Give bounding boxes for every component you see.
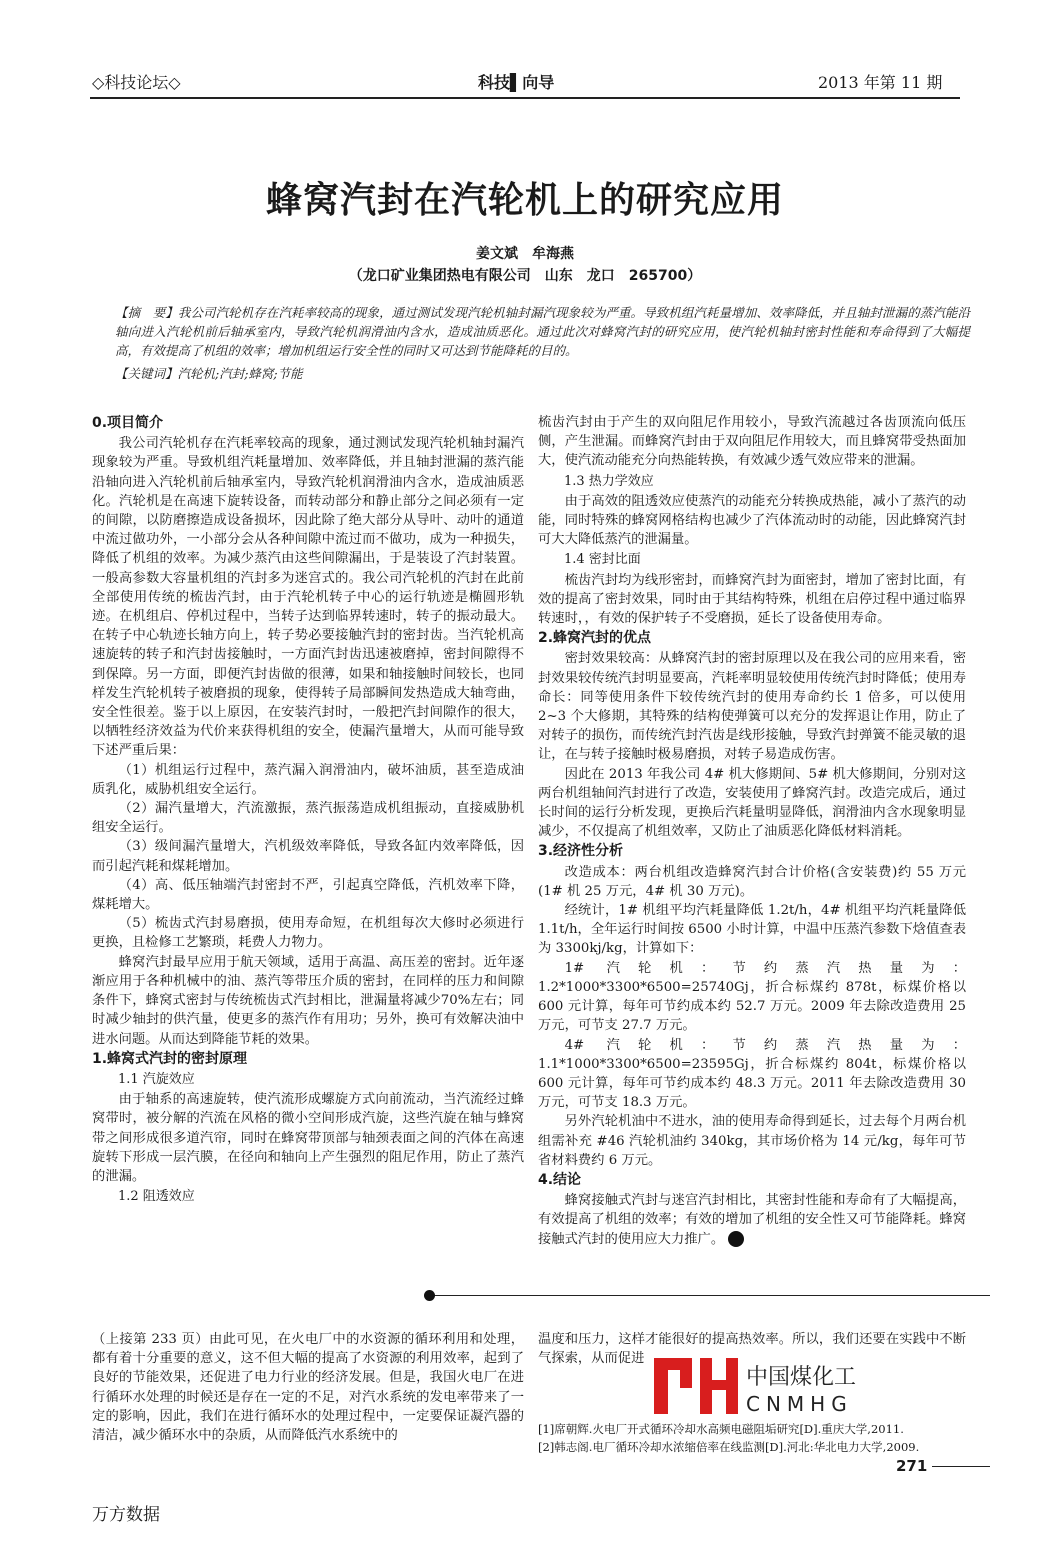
paragraph: 蜂窝汽封最早应用于航天领域，适用于高温、高压差的密封。近年逐渐应用于各种机械中的油、蒸汽等带压介质的密封，在同样的压力和间隙条件下，蜂窝式密封与传统梳齿式汽封相比，泄漏量将减少70%左右；同时减少轴封的供汽量，使更多的蒸汽作有用功；另外，换可有效解决油中进水问题。从而达到降能节耗的效果。 xyxy=(92,954,524,1047)
paragraph: 因此在 2013 年我公司 4# 机大修期间、5# 机大修期间，分别对这两台机组轴间汽封进行了改造，安装使用了蜂窝汽封。改造完成后，通过长时间的运行分析发现，更换后汽耗量明显降低，润滑油内含水现象明显减少，不仅提高了机组效率，又防止了油质恶化降低材料消耗。 xyxy=(538,766,966,840)
cnmhg-watermark xyxy=(650,1352,880,1422)
paragraph: 经统计，1# 机组平均汽耗量降低 1.2t/h，4# 机组平均汽耗量降低 1.1t/h，全年运行时间按 6500 小时计算，中温中压蒸汽参数下焓值查表为 3300kj/kg，计算如下： xyxy=(538,903,966,957)
paragraph: 由于高效的阻透效应使蒸汽的动能充分转换成热能，减小了蒸汽的动能，同时特殊的蜂窝网格结构也减少了汽体流动时的动能，因此蜂窝汽封可大大降低蒸汽的泄漏量。 xyxy=(538,493,966,548)
section-heading: 4.结论 xyxy=(538,1171,582,1188)
page-number: 271 xyxy=(896,1457,928,1475)
paragraph: 密封效果较高：从蜂窝汽封的密封原理以及在我公司的应用来看，密封效果较传统汽封明显要高，汽耗率明显较使用传统汽封时降低；使用寿命长：同等使用条件下较传统汽封的使用寿命约长 1 倍多，可以使用 2~3 个大修期，其特殊的结构使弹簧可以充分的发挥退让作用，防止了对转子的损伤，而传统汽封汽齿是线形接触，导致汽封弹簧不能灵敏的退让，在与转子接触时极易磨损，对转子易造成伤害。 xyxy=(538,651,966,763)
keywords: 【关键词】汽轮机;汽封;蜂窝;节能 xyxy=(115,366,303,381)
paragraph: 我公司汽轮机存在汽耗率较高的现象，通过测试发现汽轮机轴封漏汽现象较为严重。导致机组汽耗量增加、效率降低，并且轴封泄漏的蒸汽能沿轴向进入汽轮机前后轴承室内，导致汽轮机润滑油内含水，造成油质恶化。汽轮机是在高速下旋转设备，而转动部分和静止部分之间必须有一定的间隙，以防磨擦造成设备损坏，因此除了绝大部分从导叶、动叶的通道中流过做功外，一小部分会从各种间隙中流过而不做功，成为一种损失，降低了机组的效率。为减少蒸汽由这些间隙漏出，于是装设了汽封装置。一般高参数大容量机组的汽封多为迷宫式的。我公司汽轮机的汽封在此前全部使用传统的梳齿汽封，由于汽轮机转子中心的运行轨迹是椭圆形轨迹。在机组启、停机过程中，当转子达到临界转速时，转子的振动最大。在转子中心轨迹长轴方向上，转子势必要接触汽封的密封齿。当汽轮机高速旋转的转子和汽封齿接触时，一方面汽封齿迅速被磨掉，密封间隙得不到保障。另一方面，即便汽封齿做的很薄，如果和轴接触时间较长，也同样发生汽轮机转子被磨损的现象，使得转子局部瞬间发热造成大轴弯曲，安全性很差。鉴于以上原因，在安装汽封时，一般把汽封间隙作的很大，以牺牲经济效益为代价来获得机组的安全，使漏汽量增大，从而可能导致下述严重后果： xyxy=(92,436,524,759)
section-separator xyxy=(430,1295,990,1296)
section-heading: 1.蜂窝式汽封的密封原理 xyxy=(92,1050,248,1067)
left-column xyxy=(92,413,524,1207)
list-item: （1）机组运行过程中，蒸汽漏入润滑油内，破坏油质，甚至造成油质乳化，威胁机组安全运行。 xyxy=(92,762,524,797)
subsection-heading: 1.4 密封比面 xyxy=(564,552,641,568)
paragraph: 梳齿汽封均为线形密封，而蜂窝汽封为面密封，增加了密封比面，有效的提高了密封效果，同时由于其结构特殊，机组在启停过程中通过临界转速时，，有效的保护转子不受磨损，延长了设备使用寿命。 xyxy=(538,572,966,627)
section-heading: 2.蜂窝汽封的优点 xyxy=(538,630,652,647)
page-number-rule xyxy=(932,1466,990,1467)
paragraph: 另外汽轮机油中不进水，油的使用寿命得到延长，过去每个月两台机组需补充 #46 汽轮机油约 340kg，其市场价格为 14 元/kg，每年可节省材料费约 6 万元。 xyxy=(538,1114,966,1168)
watermark-en: CNMHG xyxy=(746,1392,853,1416)
section-heading: 0.项目简介 xyxy=(92,415,164,431)
issue-label: 2013 年第 11 期 xyxy=(818,73,943,92)
end-mark-icon xyxy=(728,1231,744,1247)
paragraph: 改造成本：两台机组改造蜂窝汽封合计价格(含安装费)约 55 万元(1# 机 25 万元，4# 机 30 万元)。 xyxy=(538,864,966,899)
reference: [2]韩志阁.电厂循环冷却水浓缩倍率在线监测[D].河北:华北电力大学,2009. xyxy=(538,1440,920,1455)
paragraph: 梳齿汽封由于产生的双向阻尼作用较小，导致汽流越过各齿顶流向低压侧，产生泄漏。而蜂窝汽封由于双向阻尼作用较大，而且蜂窝带受热面加大，使汽流动能充分向热能转换，有效减少透气效应带来的泄漏。 xyxy=(538,415,966,469)
paragraph: 4# 汽轮机：节约蒸汽热量为：1.1*1000*3300*6500=23595Gj，折合标煤约 804t，标煤价格以 600 元计算，每年可节约成本约 48.3 万元。2011 年去除改造费用 30 万元，可节支 18.3 万元。 xyxy=(538,1037,966,1111)
subsection-heading: 1.1 汽旋效应 xyxy=(118,1071,195,1087)
list-item: （2）漏汽量增大，汽流激振，蒸汽振荡造成机组振动，直接威胁机组安全运行。 xyxy=(92,801,524,836)
affiliation: （龙口矿业集团热电有限公司 山东 龙口 265700） xyxy=(348,268,702,284)
section-heading: 3.经济性分析 xyxy=(538,843,624,860)
paper-title: 蜂窝汽封在汽轮机上的研究应用 xyxy=(265,180,784,221)
separator-dot-icon xyxy=(424,1290,435,1301)
list-item: （3）级间漏汽量增大，汽机级效率降低，导致各缸内效率降低，因而引起汽耗和煤耗增加。 xyxy=(92,839,524,874)
watermark-cn: 中国煤化工 xyxy=(746,1365,857,1390)
paragraph: 由于轴系的高速旋转，使汽流形成螺旋方式向前流动，当汽流经过蜂窝带时，被分解的汽流在风格的微小空间形成汽旋，这些汽旋在轴与蜂窝带之间形成很多道汽帘，同时在蜂窝带顶部与轴颈表面之间的汽体在高速旋转下形成一层汽膜，在径向和轴向上产生强烈的阻尼作用，防止了蒸汽的泄漏。 xyxy=(92,1092,524,1184)
list-item: （4）高、低压轴端汽封密封不严，引起真空降低，汽机效率下降，煤耗增大。 xyxy=(92,877,524,913)
right-column xyxy=(538,413,966,1249)
watermark-logo-icon xyxy=(650,1352,740,1422)
subsection-heading: 1.2 阻透效应 xyxy=(118,1189,195,1205)
continued-article xyxy=(92,1330,524,1445)
paragraph xyxy=(538,1191,966,1249)
conclusion-text: 蜂窝接触式汽封与迷宫汽封相比，其密封性能和寿命有了大幅提高，有效提高了机组的效率；有效的增加了机组的安全性又可节能降耗。蜂窝接触式汽封的使用应大力推广。 xyxy=(538,1193,966,1247)
header-rule xyxy=(90,97,960,99)
journal-name: 科技▌向导 xyxy=(478,73,555,92)
journal-section: ◇科技论坛◇ xyxy=(92,73,181,92)
abstract: 【摘 要】我公司汽轮机存在汽耗率较高的现象，通过测试发现汽轮机轴封漏汽现象较为严重。导致机组汽耗量增加、效率降低，并且轴封泄漏的蒸汽能沿轴向进入汽轮机前后轴承室内，导致汽轮机润滑油内含水，造成油质恶化。通过此次对蜂窝汽封的研究应用，使汽轮机轴封密封性能和寿命得到了大幅提高，有效提高了机组的效率；增加机组运行安全性的同时又可达到节能降耗的目的。 xyxy=(115,305,970,358)
subsection-heading: 1.3 热力学效应 xyxy=(564,473,654,489)
list-item: （5）梳齿式汽封易磨损，使用寿命短，在机组每次大修时必须进行更换，且检修工艺繁琐，耗费人力物力。 xyxy=(92,916,524,951)
footer-source: 万方数据 xyxy=(92,1505,160,1525)
paragraph: 温度和压力，这样才能很好的提高热效率。所以，我们还要在实践中不断气探索，从而促进 xyxy=(538,1332,966,1367)
paragraph: （上接第 233 页）由此可见，在火电厂中的水资源的循环利用和处理，都有着十分重要的意义，这不但大幅的提高了水资源的利用效率，起到了良好的节能效果，还促进了电力行业的经济发展。但是，我国火电厂在进行循环水处理的时候还是存在一定的不足，对汽水系统的发电率带来了一定的影响，因此，我们在进行循环水的处理过程中，一定要保证凝汽器的清洁，减少循环水中的杂质，从而降低汽水系统中的 xyxy=(92,1332,524,1444)
reference: [1]席朝辉.火电厂开式循环冷却水高频电磁阻垢研究[D].重庆大学,2011. xyxy=(538,1422,904,1437)
authors: 姜文斌 牟海燕 xyxy=(476,246,574,262)
paragraph: 1# 汽轮机：节约蒸汽热量为：1.2*1000*3300*6500=25740Gj，折合标煤约 878t，标煤价格以 600 元计算，每年可节约成本约 52.7 万元。2009 年去除改造费用 25 万元，可节支 27.7 万元。 xyxy=(538,960,966,1034)
